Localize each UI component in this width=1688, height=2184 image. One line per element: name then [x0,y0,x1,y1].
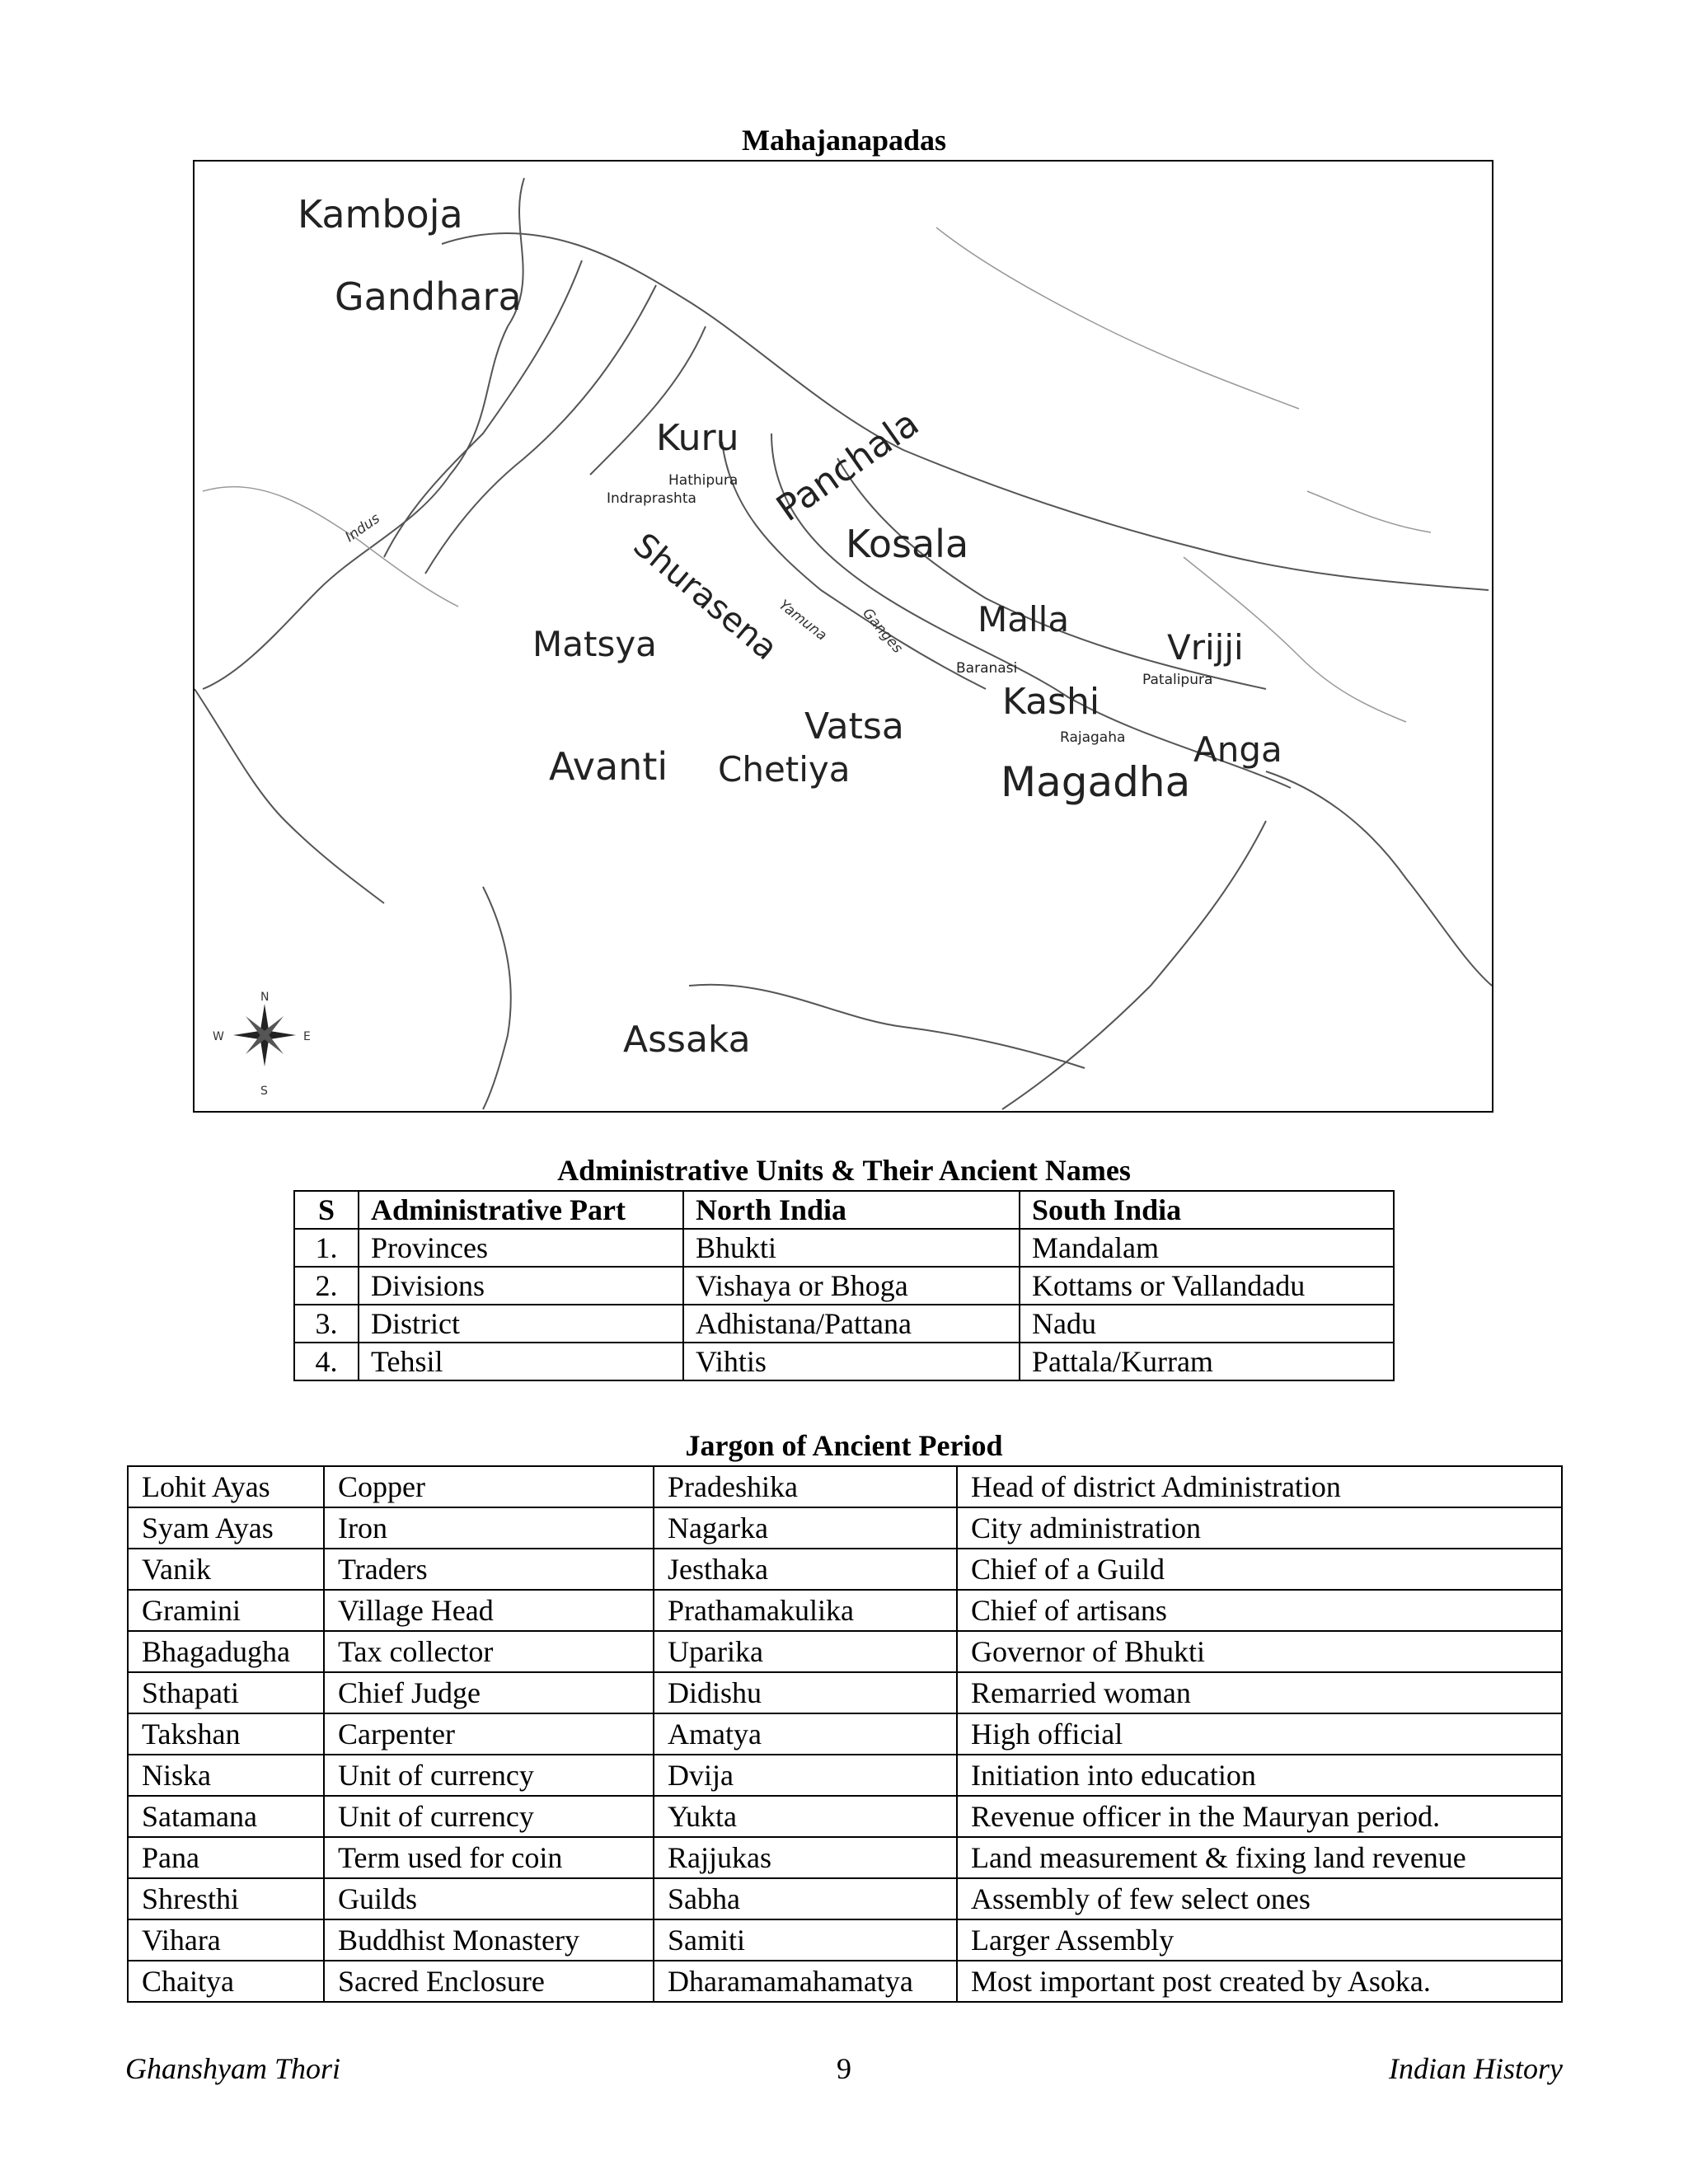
table-cell: Buddhist Monastery [324,1919,654,1961]
header-cell: Administrative Part [359,1191,683,1229]
map-title: Mahajanapadas [741,124,947,157]
table-cell: Gramini [128,1590,324,1631]
page-number: 9 [837,2052,851,2085]
table-cell: Pattala/Kurram [1020,1343,1394,1380]
table-row [128,1878,1562,1919]
city-hathipura: Hathipura [668,472,738,489]
table-cell: Prathamakulika [654,1590,957,1631]
header-cell: S [294,1191,359,1229]
table-cell: 1. [294,1229,359,1267]
table-cell: Bhukti [683,1229,1020,1267]
region-malla: Malla [978,599,1070,640]
region-shurasena: Shurasena [626,526,785,668]
table-cell: Yukta [654,1796,957,1837]
table-cell: Pradeshika [654,1466,957,1507]
region-kamboja: Kamboja [298,192,463,237]
table-cell: Divisions [359,1267,683,1305]
table-cell: Uparika [654,1631,957,1672]
region-matsya: Matsya [532,624,657,664]
table-cell: Chaitya [128,1961,324,2002]
table-cell: Chief of artisans [957,1590,1562,1631]
header-cell: North India [683,1191,1020,1229]
table-row [128,1631,1562,1672]
compass-rose-icon [213,991,311,1098]
table-cell: Larger Assembly [957,1919,1562,1961]
table-cell: Assembly of few select ones [957,1878,1562,1919]
table-cell: Jesthaka [654,1549,957,1590]
table-cell: Unit of currency [324,1796,654,1837]
footer-subject: Indian History [1389,2052,1563,2085]
table-row [128,1713,1562,1755]
table-cell: Remarried woman [957,1672,1562,1713]
table-cell: Lohit Ayas [128,1466,324,1507]
tributary-2 [425,285,656,574]
admin-table-title: Administrative Units & Their Ancient Names [557,1154,1131,1187]
table-row [128,1507,1562,1549]
table-cell: City administration [957,1507,1562,1549]
table-cell: Provinces [359,1229,683,1267]
region-vatsa: Vatsa [804,705,904,748]
header-cell: South India [1020,1191,1394,1229]
table-cell: Vihtis [683,1343,1020,1380]
table-cell: Sabha [654,1878,957,1919]
table-row [128,1837,1562,1878]
table-cell: Unit of currency [324,1755,654,1796]
jargon-table [127,1465,1563,2003]
table-cell: Amatya [654,1713,957,1755]
table-cell: Dvija [654,1755,957,1796]
table-cell: Samiti [654,1919,957,1961]
region-kosala: Kosala [846,522,969,566]
map-drawing [195,162,1492,1111]
table-row [128,1755,1562,1796]
city-rajagaha: Rajagaha [1060,729,1126,746]
central-border [483,887,511,1109]
table-row [128,1919,1562,1961]
table-row [294,1229,1394,1267]
table-cell: Vishaya or Bhoga [683,1267,1020,1305]
table-cell: Village Head [324,1590,654,1631]
table-cell: Syam Ayas [128,1507,324,1549]
table-cell: Dharamamahamatya [654,1961,957,2002]
compass-s: S [260,1085,268,1098]
table-cell: Rajjukas [654,1837,957,1878]
table-row [294,1305,1394,1343]
region-avanti: Avanti [549,744,668,789]
table-cell: Term used for coin [324,1837,654,1878]
table-row [128,1961,1562,2002]
bay-coast [1266,771,1492,986]
table-cell: Iron [324,1507,654,1549]
table-row [128,1796,1562,1837]
table-cell: Vanik [128,1549,324,1590]
table-cell: Pana [128,1837,324,1878]
river-label-indus: Indus [342,510,383,546]
table-cell: Tax collector [324,1631,654,1672]
table-cell: Satamana [128,1796,324,1837]
table-cell: Shresthi [128,1878,324,1919]
table-cell: Initiation into education [957,1755,1562,1796]
table-row [128,1590,1562,1631]
table-cell: Revenue officer in the Mauryan period. [957,1796,1562,1837]
table-cell: Head of district Administration [957,1466,1562,1507]
table-cell: Guilds [324,1878,654,1919]
indus-river [203,178,524,689]
table-cell: 4. [294,1343,359,1380]
table-cell: Governor of Bhukti [957,1631,1562,1672]
compass-n: N [260,991,270,1004]
region-anga: Anga [1193,729,1282,770]
region-panchala: Panchala [769,401,927,531]
table-cell: Bhagadugha [128,1631,324,1672]
region-kuru: Kuru [656,417,739,459]
table-cell: Adhistana/Pattana [683,1305,1020,1343]
table-cell: Takshan [128,1713,324,1755]
jargon-table-body [128,1466,1562,2002]
table-row [294,1267,1394,1305]
region-gandhara: Gandhara [335,274,522,319]
mahajanapadas-map [193,160,1493,1113]
table-header-row [294,1191,1394,1229]
table-cell: District [359,1305,683,1343]
region-magadha: Magadha [1001,758,1191,806]
western-coast [195,689,384,903]
table-cell: Carpenter [324,1713,654,1755]
table-cell: Most important post created by Asoka. [957,1961,1562,2002]
region-assaka: Assaka [623,1019,751,1061]
table-row [128,1549,1562,1590]
table-cell: 3. [294,1305,359,1343]
jargon-table-title: Jargon of Ancient Period [685,1429,1003,1462]
city-baranasi: Baranasi [956,660,1018,677]
table-row [294,1343,1394,1380]
table-cell: Vihara [128,1919,324,1961]
river-label-yamuna: Yamuna [775,597,830,644]
region-chetiya: Chetiya [718,749,851,790]
table-cell: Copper [324,1466,654,1507]
river-label-ganges: Ganges [859,605,906,657]
table-cell: High official [957,1713,1562,1755]
table-cell: Didishu [654,1672,957,1713]
eastern-coast [1002,821,1266,1109]
city-patalipura: Patalipura [1142,672,1213,688]
city-indraprashta: Indraprashta [607,490,696,507]
table-cell: Chief of a Guild [957,1549,1562,1590]
table-cell: Nagarka [654,1507,957,1549]
table-cell: Chief Judge [324,1672,654,1713]
table-cell: Nadu [1020,1305,1394,1343]
table-cell: Traders [324,1549,654,1590]
admin-units-table [293,1190,1395,1381]
table-cell: Sacred Enclosure [324,1961,654,2002]
table-cell: Land measurement & fixing land revenue [957,1837,1562,1878]
table-row [128,1672,1562,1713]
table-cell: Tehsil [359,1343,683,1380]
table-cell: 2. [294,1267,359,1305]
footer-author: Ghanshyam Thori [125,2052,341,2085]
table-cell: Niska [128,1755,324,1796]
compass-w: W [213,1030,224,1043]
table-row [128,1466,1562,1507]
region-vrijji: Vrijji [1167,627,1244,668]
table-cell: Kottams or Vallandadu [1020,1267,1394,1305]
table-cell: Sthapati [128,1672,324,1713]
table-cell: Mandalam [1020,1229,1394,1267]
compass-e: E [303,1030,311,1043]
region-kashi: Kashi [1002,681,1100,723]
